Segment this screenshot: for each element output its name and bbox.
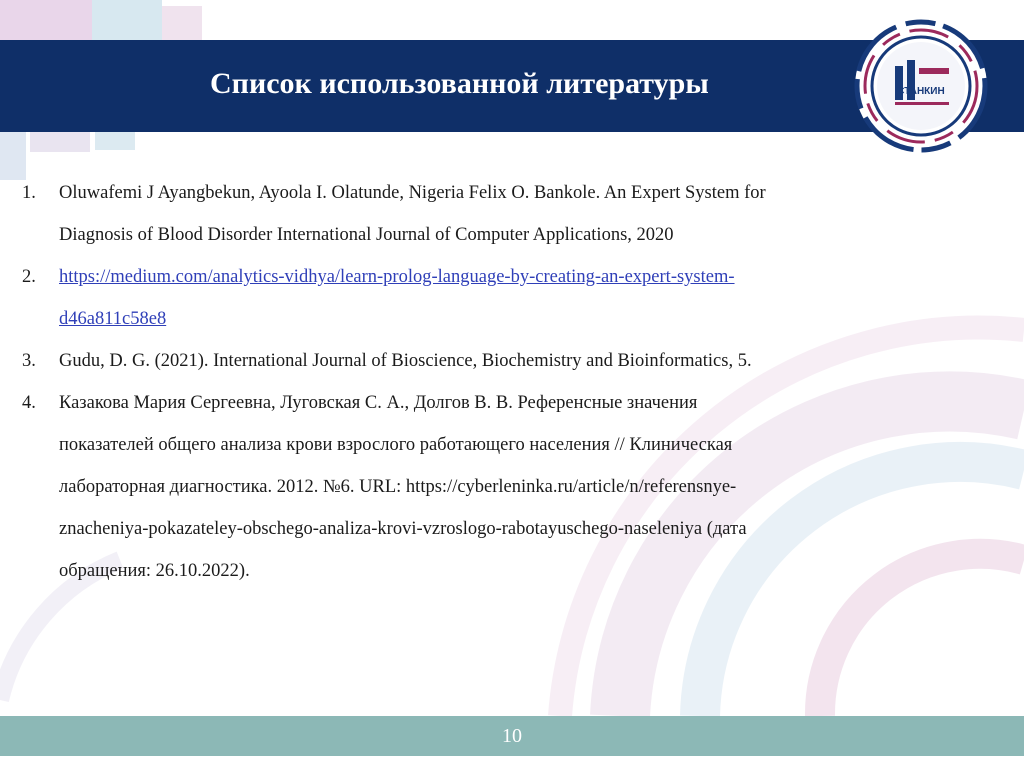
decor-stripe bbox=[95, 132, 135, 150]
page-title: Список использованной литературы bbox=[210, 67, 709, 100]
reference-item bbox=[22, 172, 922, 256]
reference-number: 1. bbox=[22, 183, 36, 203]
reference-number: 3. bbox=[22, 351, 36, 371]
reference-line: Gudu, D. G. (2021). International Journal of Bioscience, Biochemistry and Bioinformatics, 5. bbox=[59, 351, 752, 371]
logo-text: СТАНКИН bbox=[897, 86, 945, 97]
decor-stripe bbox=[162, 6, 202, 40]
logo-building bbox=[919, 68, 949, 74]
reference-line: показателей общего анализа крови взрослого работающего населения // Клиническая bbox=[59, 435, 733, 455]
reference-list bbox=[22, 172, 922, 592]
logo-underline bbox=[895, 102, 949, 105]
decor-stripe bbox=[92, 0, 162, 40]
reference-line: Oluwafemi J Ayangbekun, Ayoola I. Olatunde, Nigeria Felix O. Bankole. An Expert System for bbox=[59, 183, 766, 203]
reference-item bbox=[22, 382, 922, 592]
reference-line: Diagnosis of Blood Disorder International Journal of Computer Applications, 2020 bbox=[59, 225, 674, 245]
reference-line: лабораторная диагностика. 2012. №6. URL: https://cyberleninka.ru/article/n/referensnye- bbox=[59, 477, 737, 497]
decor-stripe bbox=[30, 132, 90, 152]
reference-item bbox=[22, 340, 922, 382]
reference-line: Казакова Мария Сергеевна, Луговская С. А., Долгов В. В. Референсные значения bbox=[59, 393, 698, 413]
reference-item bbox=[22, 256, 922, 340]
reference-link-continued[interactable]: d46a811c58e8 bbox=[59, 309, 167, 329]
reference-link[interactable]: https://medium.com/analytics-vidhya/learn-prolog-language-by-creating-an-expert-system- bbox=[59, 267, 735, 287]
decor-stripe bbox=[0, 0, 92, 40]
reference-number: 2. bbox=[22, 267, 36, 287]
reference-line: znacheniya-pokazateley-obschego-analiza-krovi-vzroslogo-rabotayuschego-naseleniya (дата bbox=[59, 519, 747, 539]
reference-line: обращения: 26.10.2022). bbox=[59, 561, 250, 581]
university-logo bbox=[851, 16, 991, 156]
page-number: 10 bbox=[502, 725, 522, 747]
reference-number: 4. bbox=[22, 393, 36, 413]
